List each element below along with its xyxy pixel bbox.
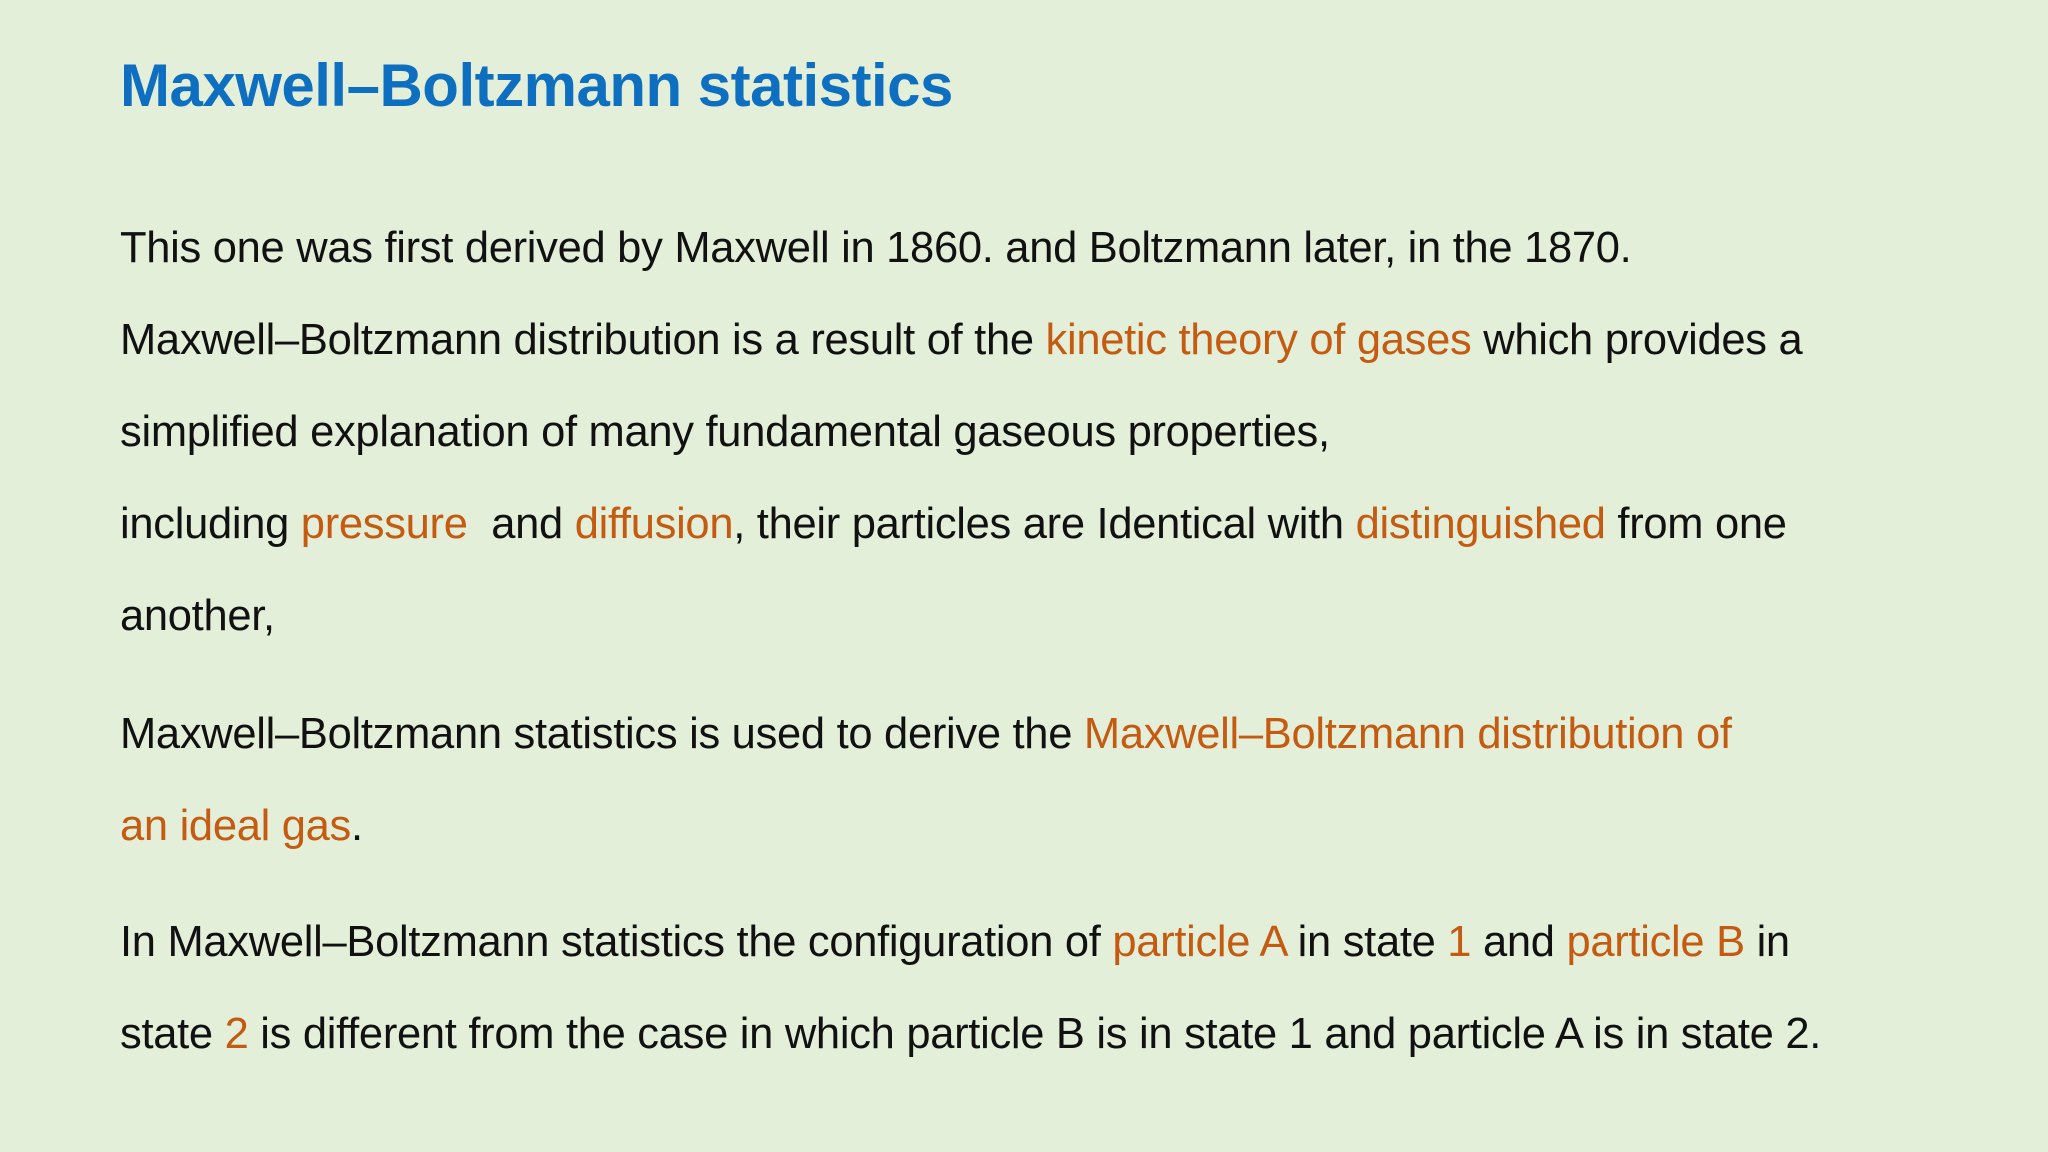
text-run: . bbox=[351, 802, 363, 850]
paragraph-distribution bbox=[120, 688, 2000, 872]
highlight-state-2: 2 bbox=[224, 1010, 249, 1058]
slide-title: Maxwell–Boltzmann statistics bbox=[120, 52, 953, 119]
text-run: Maxwell–Boltzmann statistics is used to derive the bbox=[120, 710, 1084, 758]
highlight-kinetic-theory: kinetic theory of gases bbox=[1045, 316, 1472, 364]
text-line bbox=[120, 688, 2000, 780]
text-line bbox=[120, 386, 2000, 478]
highlight-particle-a: particle A bbox=[1112, 918, 1286, 966]
text-line bbox=[120, 570, 2000, 662]
text-run: and bbox=[1471, 918, 1567, 966]
text-run: another, bbox=[120, 592, 275, 640]
highlight-distinguished: distinguished bbox=[1355, 500, 1606, 548]
text-line bbox=[120, 478, 2000, 570]
text-line bbox=[120, 294, 2000, 386]
highlight-mb-distribution: Maxwell–Boltzmann distribution of bbox=[1083, 710, 1732, 758]
highlight-state-1: 1 bbox=[1447, 918, 1472, 966]
text-line bbox=[120, 988, 2000, 1080]
text-run: and bbox=[467, 500, 575, 548]
text-line bbox=[120, 896, 2000, 988]
text-line bbox=[120, 780, 2000, 872]
highlight-particle-b: particle B bbox=[1566, 918, 1745, 966]
text-run: , their particles are Identical with bbox=[733, 500, 1356, 548]
text-run: in bbox=[1744, 918, 1790, 966]
paragraph-configuration bbox=[120, 896, 2000, 1080]
text-line bbox=[120, 202, 2000, 294]
text-run: simplified explanation of many fundamental gaseous properties, bbox=[120, 408, 1330, 456]
text-run: which provides a bbox=[1471, 316, 1803, 364]
text-run: This one was first derived by Maxwell in 1860. and Boltzmann later, in the 1870. bbox=[120, 224, 1632, 272]
text-run: Maxwell–Boltzmann distribution is a result of the bbox=[120, 316, 1046, 364]
text-run: state bbox=[120, 1010, 225, 1058]
text-run: in state bbox=[1285, 918, 1448, 966]
text-run: from one bbox=[1605, 500, 1787, 548]
text-run: In Maxwell–Boltzmann statistics the configuration of bbox=[120, 918, 1113, 966]
highlight-diffusion: diffusion bbox=[574, 500, 734, 548]
text-run: including bbox=[120, 500, 301, 548]
text-run: is different from the case in which particle B is in state 1 and particle A is in state 2. bbox=[248, 1010, 1822, 1058]
highlight-ideal-gas: an ideal gas bbox=[120, 802, 351, 850]
paragraph-history bbox=[120, 202, 2000, 662]
highlight-pressure: pressure bbox=[300, 500, 468, 548]
